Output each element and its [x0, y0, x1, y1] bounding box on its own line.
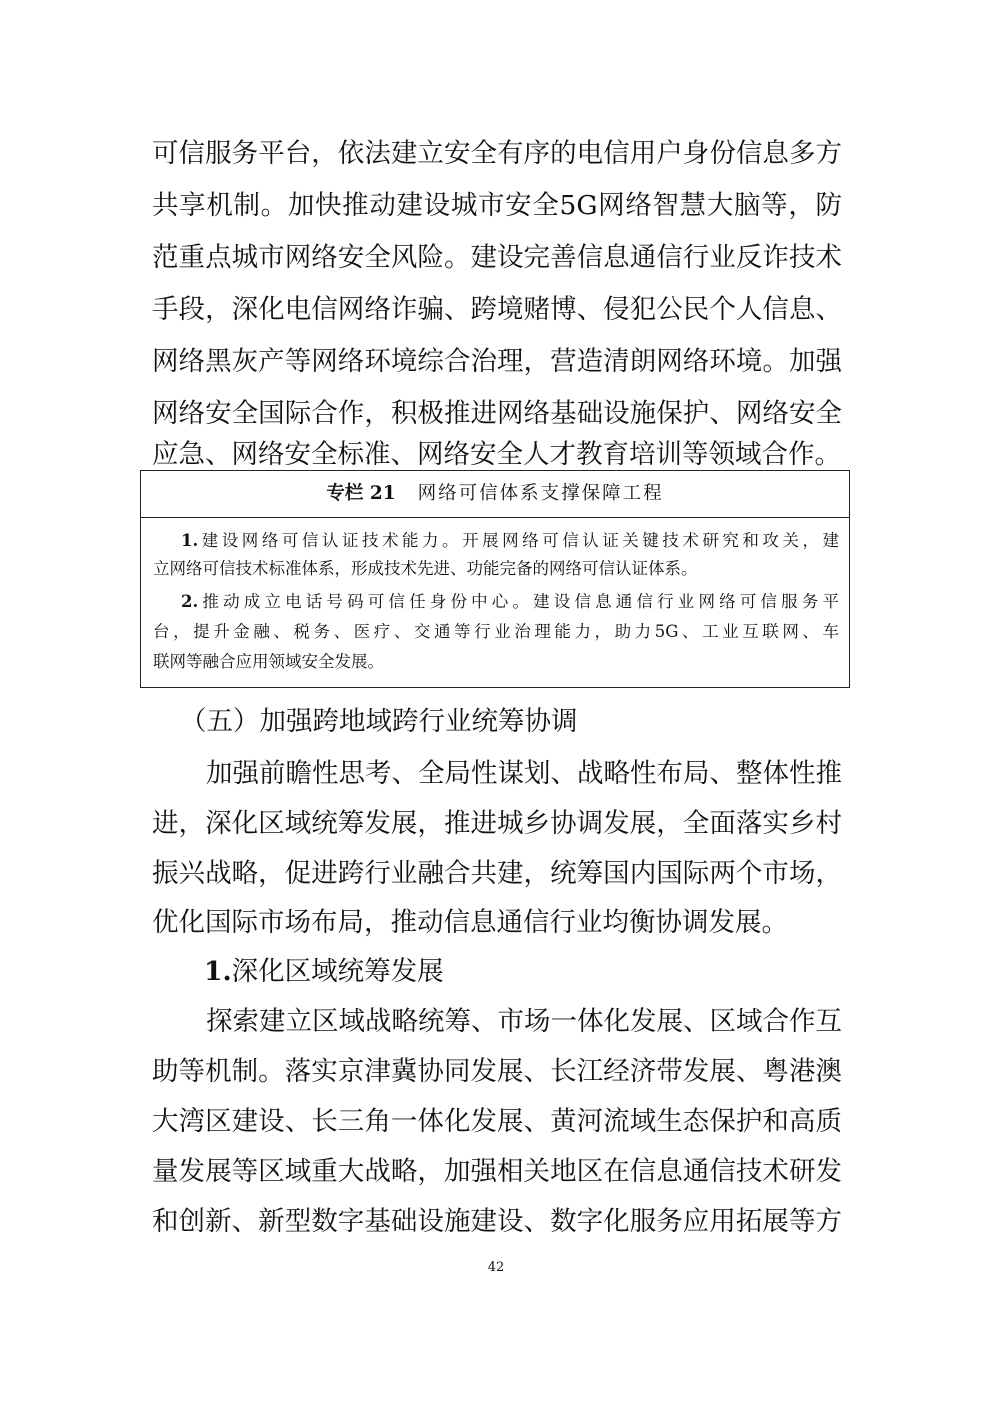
special-column-box [140, 470, 850, 688]
text-line: 网络安全国际合作，积极推进网络基础设施保护、网络安全 [152, 398, 842, 429]
text-line: 手段，深化电信网络诈骗、跨境赌博、侵犯公民个人信息、 [152, 294, 842, 325]
subheading [204, 946, 894, 998]
text-line: 优化国际市场布局，推动信息通信行业均衡协调发展。 [152, 907, 788, 938]
text-line: 应急、网络安全标准、网络安全人才教育培训等领域合作。 [152, 439, 841, 470]
column-item-2-line-2: 台，提升金融、税务、医疗、交通等行业治理能力，助力5G、工业互联网、车 [153, 622, 839, 641]
text-line: 范重点城市网络安全风险。建设完善信息通信行业反诈技术 [152, 242, 842, 273]
special-column-title-text: 网络可信体系支撑保障工程 [417, 483, 664, 504]
column-item-2-line-3: 联网等融合应用领域安全发展。 [153, 652, 384, 671]
column-item-2-line-1: 2.推动成立电话号码可信任身份中心。建设信息通信行业网络可信服务平 [181, 592, 839, 611]
special-column-number: 专栏 21 [326, 483, 396, 504]
text-line: 探索建立区域战略统筹、市场一体化发展、区域合作互 [206, 1006, 842, 1037]
text-line: 和创新、新型数字基础设施建设、数字化服务应用拓展等方 [152, 1206, 842, 1237]
text-line: 振兴战略，促进跨行业融合共建，统筹国内国际两个市场， [152, 858, 842, 889]
text-line: 进，深化区域统筹发展，推进城乡协调发展，全面落实乡村 [152, 808, 842, 839]
section-heading: （五）加强跨地域跨行业统筹协调 [180, 706, 578, 737]
special-column-title [141, 471, 849, 518]
subheading-text: 深化区域统筹发展 [231, 956, 444, 987]
column-item-1-line-2: 立网络可信技术标准体系，形成技术先进、功能完备的网络可信认证体系。 [153, 559, 698, 578]
text-line: 可信服务平台，依法建立安全有序的电信用户身份信息多方 [152, 138, 842, 169]
subheading-number: 1. [204, 956, 232, 987]
text-line: 助等机制。落实京津冀协同发展、长江经济带发展、粤港澳 [152, 1056, 842, 1087]
text-line: 网络黑灰产等网络环境综合治理，营造清朗网络环境。加强 [152, 346, 842, 377]
text-line: 量发展等区域重大战略，加强相关地区在信息通信技术研发 [152, 1156, 842, 1187]
text-line: 加强前瞻性思考、全局性谋划、战略性布局、整体性推 [206, 758, 842, 789]
text-line: 大湾区建设、长三角一体化发展、黄河流域生态保护和高质 [152, 1106, 842, 1137]
text-line: 共享机制。加快推动建设城市安全5G网络智慧大脑等，防 [152, 190, 842, 221]
page-number: 42 [487, 1260, 505, 1275]
column-item-1-line-1: 1.建设网络可信认证技术能力。开展网络可信认证关键技术研究和攻关，建 [181, 531, 839, 550]
